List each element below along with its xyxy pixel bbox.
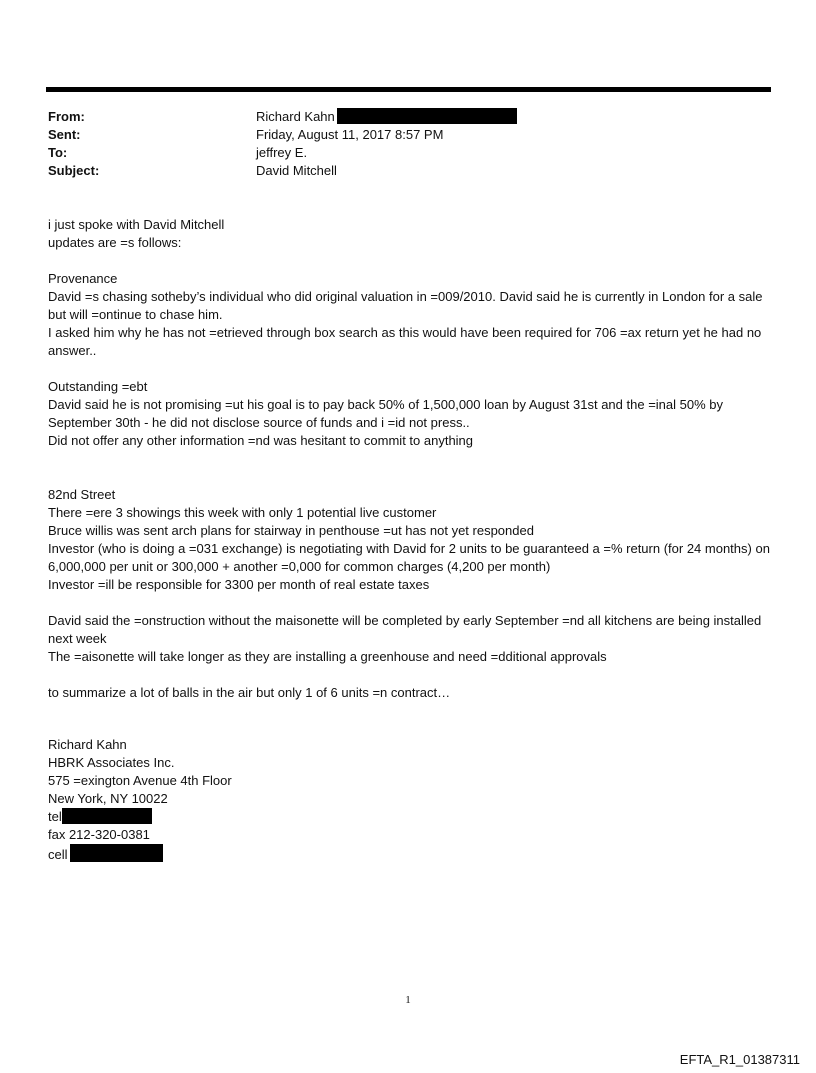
- to-label: To:: [48, 145, 68, 160]
- debt-paragraph-2: Did not offer any other information =nd was hesitant to commit to anything: [48, 433, 474, 448]
- street-paragraph-2: Bruce willis was sent arch plans for stairway in penthouse =ut has not yet responded: [48, 523, 534, 538]
- street-paragraph-4: Investor =ill be responsible for 3300 per month of real estate taxes: [48, 577, 430, 592]
- street-heading: 82nd Street: [48, 487, 116, 502]
- tel-label: tel: [48, 809, 62, 824]
- email-body: [48, 216, 772, 702]
- subject-value: David Mitchell: [256, 163, 337, 178]
- sent-value: Friday, August 11, 2017 8:57 PM: [256, 127, 444, 142]
- redaction-box: [70, 844, 163, 862]
- cell-label: cell: [48, 847, 68, 862]
- sent-label: Sent:: [48, 127, 81, 142]
- signature-address-1: 575 =exington Avenue 4th Floor: [48, 773, 232, 788]
- debt-heading: Outstanding =ebt: [48, 379, 148, 394]
- construction-paragraph-1: David said the =onstruction without the maisonette will be completed by early September =nd all kitchens are being installed next week: [48, 613, 762, 646]
- signature-company: HBRK Associates Inc.: [48, 755, 175, 770]
- provenance-heading: Provenance: [48, 271, 118, 286]
- signature-tel: [48, 808, 232, 826]
- signature-block: [48, 736, 232, 864]
- redaction-box: [62, 808, 152, 824]
- signature-address-2: New York, NY 10022: [48, 791, 168, 806]
- construction-paragraph-2: The =aisonette will take longer as they are installing a greenhouse and need =dditional approvals: [48, 649, 607, 664]
- street-paragraph-1: There =ere 3 showings this week with only 1 potential live customer: [48, 505, 437, 520]
- from-name: Richard Kahn: [256, 109, 335, 124]
- subject-label: Subject:: [48, 163, 100, 178]
- document-id: EFTA_R1_01387311: [679, 1052, 800, 1067]
- debt-paragraph-1: David said he is not promising =ut his goal is to pay back 50% of 1,500,000 loan by August 31st and the =inal 50% by September 30th - he did not disclose source of funds and i =id not press..: [48, 397, 723, 430]
- provenance-paragraph-1: David =s chasing sotheby’s individual who did original valuation in =009/2010. David said he is currently in London for a sale but will =ontinue to chase him.: [48, 289, 763, 322]
- to-value: jeffrey E.: [256, 145, 308, 160]
- from-value: [256, 108, 517, 126]
- redaction-box: [337, 108, 517, 124]
- signature-fax: fax 212-320-0381: [48, 827, 150, 842]
- header-rule: [46, 87, 771, 92]
- signature-cell: [48, 844, 232, 864]
- street-paragraph-3: Investor (who is doing a =031 exchange) is negotiating with David for 2 units to be guaranteed a =% return (for 24 months) on 6,000,000 per unit or 300,000 + another =0,000 for common charges (4,200 per month): [48, 541, 770, 574]
- from-label: From:: [48, 109, 85, 124]
- intro-line-2: updates are =s follows:: [48, 235, 182, 250]
- intro-line-1: i just spoke with David Mitchell: [48, 217, 225, 232]
- provenance-paragraph-2: I asked him why he has not =etrieved through box search as this would have been required for 706 =ax return yet he had no answer..: [48, 325, 762, 358]
- page-number: 1: [405, 994, 411, 1006]
- summary-paragraph: to summarize a lot of balls in the air but only 1 of 6 units =n contract…: [48, 685, 451, 700]
- signature-name: Richard Kahn: [48, 737, 127, 752]
